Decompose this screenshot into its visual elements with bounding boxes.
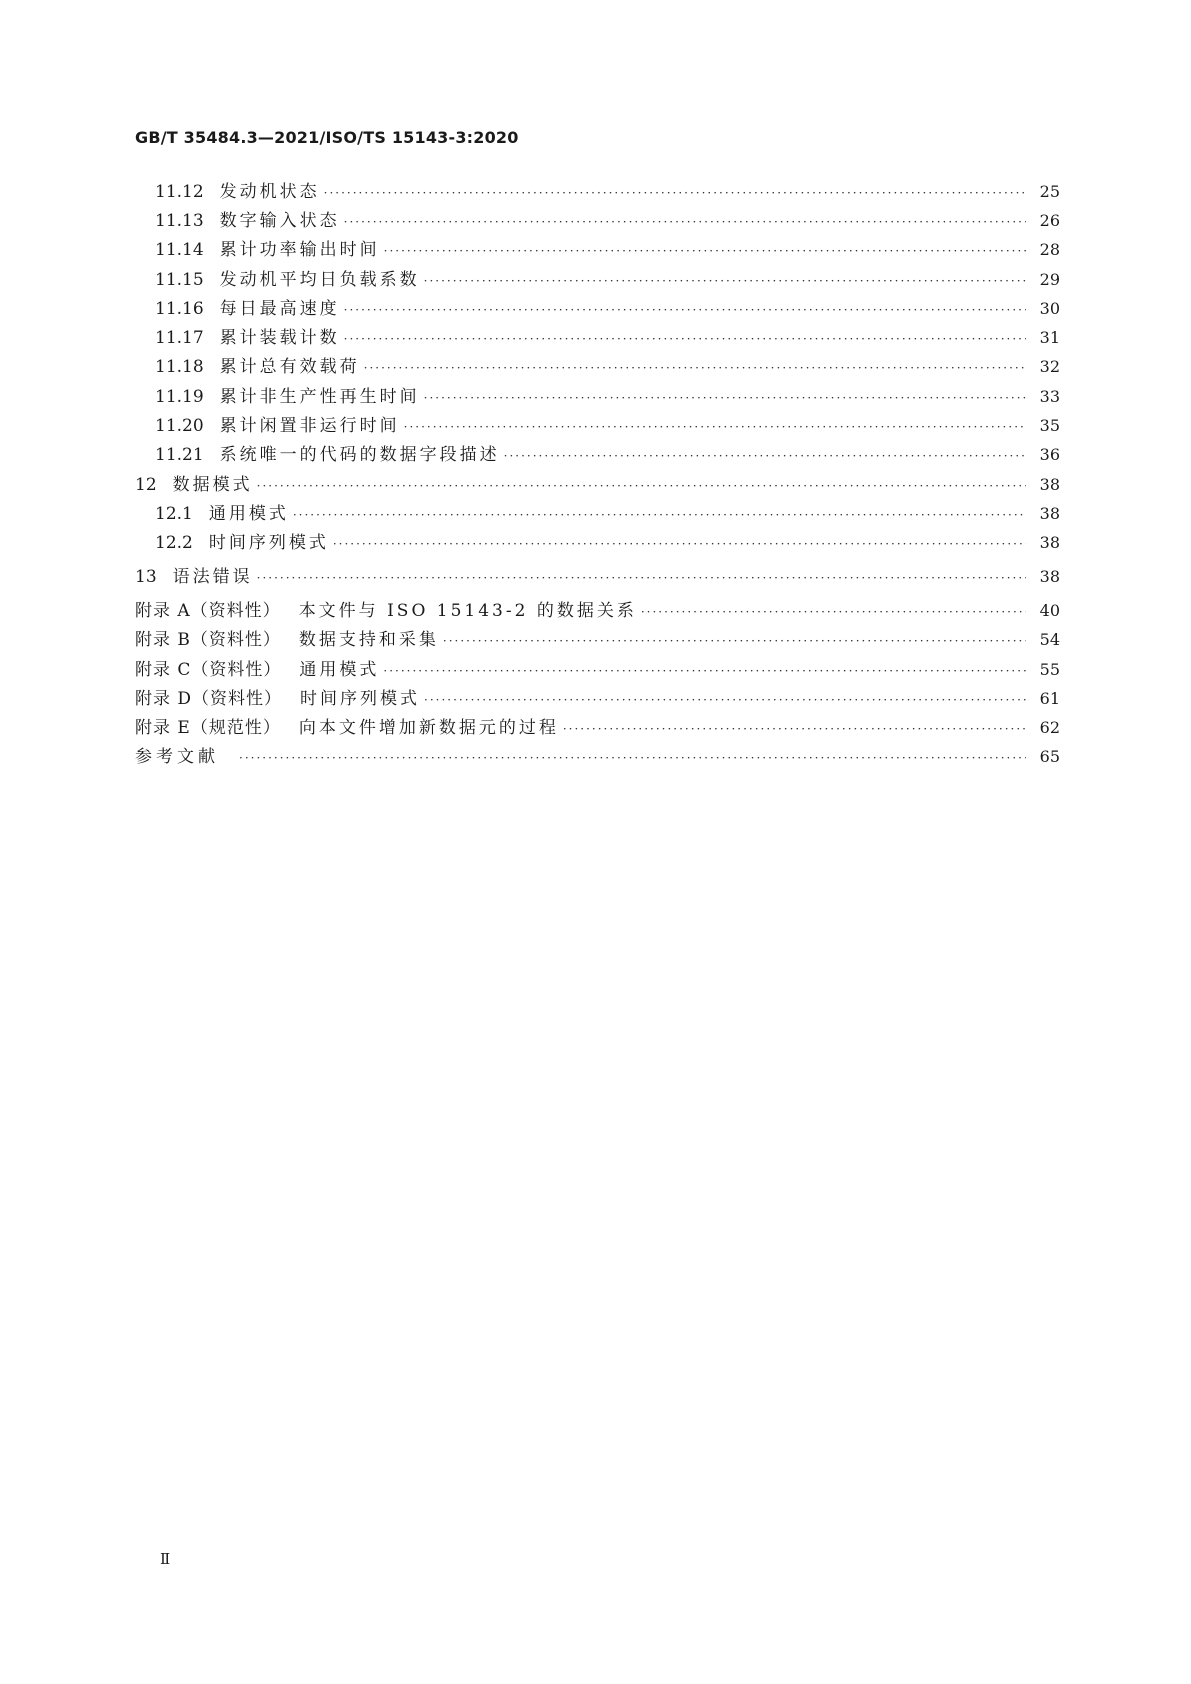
toc-entry-number: 11.21 (155, 445, 204, 465)
toc-dot-leader (404, 415, 1026, 439)
toc-entry-page: 35 (1039, 416, 1060, 435)
toc-entry-title: 向本文件增加新数据元的过程 (298, 718, 559, 738)
toc-entry-page: 55 (1039, 660, 1060, 679)
toc-entry-title: 累计总有效载荷 (219, 357, 360, 377)
toc-entry[interactable] (155, 531, 1060, 555)
toc-dot-leader (364, 356, 1026, 380)
toc-dot-leader (424, 269, 1026, 293)
toc-dot-leader (563, 717, 1026, 741)
toc-entry-number: 11.15 (155, 270, 204, 290)
toc-entry-number: 12.1 (155, 504, 193, 524)
toc-entry-title: 本文件与 ISO 15143-2 的数据关系 (298, 601, 637, 621)
toc-dot-leader (257, 474, 1026, 498)
toc-entry[interactable] (155, 209, 1060, 233)
toc-dot-leader (424, 688, 1026, 712)
toc-dot-leader (443, 629, 1026, 653)
toc-entry-page: 25 (1039, 182, 1060, 201)
toc-entry-title: 时间序列模式 (208, 533, 329, 553)
toc-entry-page: 38 (1039, 567, 1060, 586)
toc-entry-references[interactable] (135, 745, 1060, 769)
toc-dot-leader (257, 566, 1026, 590)
toc-entry-appendix-b[interactable] (135, 628, 1060, 652)
toc-entry-title: 发动机平均日负载系数 (219, 270, 420, 290)
toc-entry-title: 语法错误 (172, 567, 253, 587)
toc-entry-page: 61 (1039, 689, 1060, 708)
toc-entry[interactable] (135, 565, 1060, 589)
toc-entry-title: 通用模式 (208, 504, 289, 524)
toc-entry-page: 26 (1039, 211, 1060, 230)
toc-entry-number: 附录 E（规范性） (135, 718, 281, 738)
toc-entry[interactable] (155, 355, 1060, 379)
toc-entry-number: 附录 C（资料性） (135, 660, 282, 680)
toc-entry-appendix-c[interactable] (135, 658, 1060, 682)
toc-entry-number: 13 (135, 567, 157, 587)
toc-entry-number: 参考文献 (135, 747, 219, 767)
toc-entry-number: 附录 B（资料性） (135, 630, 281, 650)
toc-entry-number: 11.14 (155, 240, 204, 260)
toc-entry-page: 32 (1039, 357, 1060, 376)
toc-entry-number: 12 (135, 475, 157, 495)
toc-entry-title: 系统唯一的代码的数据字段描述 (219, 445, 500, 465)
toc-entry-number: 11.17 (155, 328, 204, 348)
toc-entry[interactable] (155, 502, 1060, 526)
toc-entry-page: 62 (1039, 718, 1060, 737)
toc-entry-number: 11.18 (155, 357, 204, 377)
toc-entry-page: 38 (1039, 475, 1060, 494)
toc-entry-page: 33 (1039, 387, 1060, 406)
toc-dot-leader (344, 327, 1026, 351)
toc-entry-title: 通用模式 (299, 660, 380, 680)
toc-entry-number: 附录 D（资料性） (135, 689, 283, 709)
toc-entry-page: 28 (1039, 240, 1060, 259)
toc-entry-appendix-e[interactable] (135, 716, 1060, 740)
toc-entry-page: 30 (1039, 299, 1060, 318)
toc-entry[interactable] (155, 238, 1060, 262)
toc-entry-number: 11.12 (155, 182, 204, 202)
toc-dot-leader (504, 444, 1026, 468)
toc-dot-leader (324, 181, 1026, 205)
toc-entry-title: 数据支持和采集 (298, 630, 439, 650)
toc-entry-page: 31 (1039, 328, 1060, 347)
toc-entry[interactable] (155, 414, 1060, 438)
toc-entry[interactable] (155, 180, 1060, 204)
toc-dot-leader (344, 298, 1026, 322)
toc-dot-leader (293, 503, 1026, 527)
toc-dot-leader (239, 746, 1026, 770)
toc-entry-title: 每日最高速度 (219, 299, 340, 319)
page-number: Ⅱ (160, 1550, 171, 1568)
toc-dot-leader (333, 532, 1026, 556)
toc-entry[interactable] (155, 385, 1060, 409)
toc-entry[interactable] (135, 473, 1060, 497)
toc-entry-title: 发动机状态 (219, 182, 320, 202)
toc-entry-title: 累计非生产性再生时间 (219, 387, 420, 407)
toc-entry-title: 累计功率输出时间 (219, 240, 380, 260)
toc-entry-number: 11.19 (155, 387, 204, 407)
toc-dot-leader (383, 659, 1026, 683)
toc-entry-page: 36 (1039, 445, 1060, 464)
toc-entry-title: 数字输入状态 (219, 211, 340, 231)
toc-entry-page: 29 (1039, 270, 1060, 289)
toc-entry-title: 数据模式 (172, 475, 253, 495)
toc-entry[interactable] (155, 297, 1060, 321)
toc-entry[interactable] (155, 443, 1060, 467)
toc-entry-title: 累计装载计数 (219, 328, 340, 348)
toc-entry-page: 38 (1039, 533, 1060, 552)
toc-entry-title: 时间序列模式 (300, 689, 421, 709)
toc-entry-page: 65 (1039, 747, 1060, 766)
toc-entry[interactable] (155, 268, 1060, 292)
toc-entry-number: 11.16 (155, 299, 204, 319)
toc-entry[interactable] (155, 326, 1060, 350)
document-identifier: GB/T 35484.3—2021/ISO/TS 15143-3:2020 (135, 128, 519, 147)
toc-entry-number: 附录 A（资料性） (135, 601, 281, 621)
toc-entry-page: 40 (1039, 601, 1060, 620)
toc-entry-appendix-d[interactable] (135, 687, 1060, 711)
toc-dot-leader (641, 600, 1026, 624)
toc-dot-leader (384, 239, 1026, 263)
toc-entry-page: 54 (1039, 630, 1060, 649)
toc-entry-number: 11.13 (155, 211, 204, 231)
toc-dot-leader (424, 386, 1026, 410)
toc-dot-leader (344, 210, 1026, 234)
toc-entry-number: 12.2 (155, 533, 193, 553)
toc-entry-title: 累计闲置非运行时间 (219, 416, 400, 436)
toc-entry-page: 38 (1039, 504, 1060, 523)
toc-entry-appendix-a[interactable] (135, 599, 1060, 623)
toc-entry-number: 11.20 (155, 416, 204, 436)
